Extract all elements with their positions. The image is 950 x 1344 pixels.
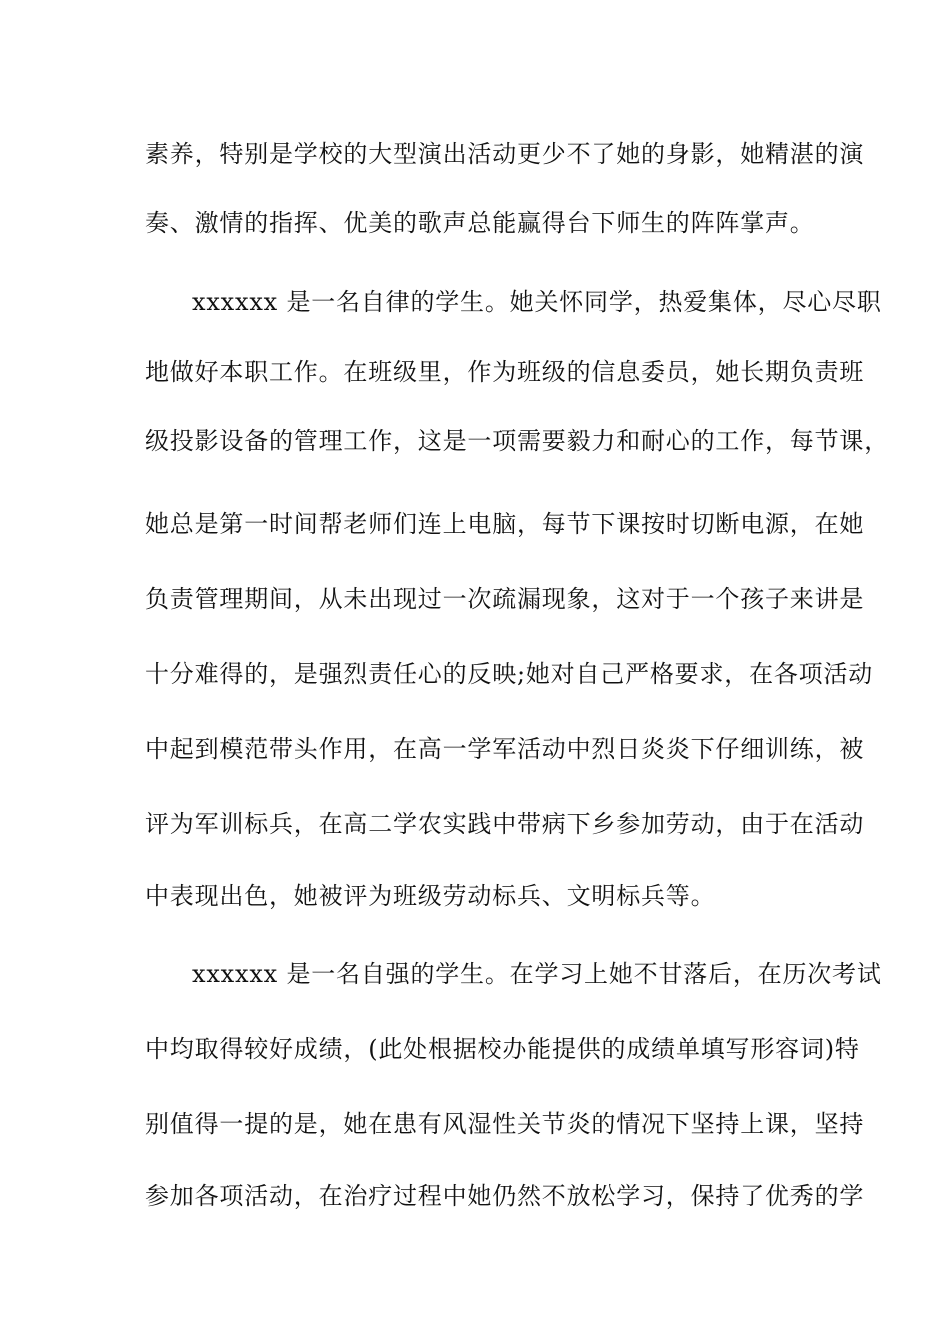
text-line: 评为军训标兵，在高二学农实践中带病下乡参加劳动，由于在活动 — [145, 810, 865, 838]
text-line: 素养，特别是学校的大型演出活动更少不了她的身影，她精湛的演 — [145, 140, 865, 168]
text-line: 参加各项活动，在治疗过程中她仍然不放松学习，保持了优秀的学 — [145, 1182, 865, 1210]
text-line: 中起到模范带头作用，在高一学军活动中烈日炎炎下仔细训练，被 — [145, 735, 865, 763]
text-line: 别值得一提的是，她在患有风湿性关节炎的情况下坚持上课，坚持 — [145, 1110, 865, 1138]
text-line: 十分难得的，是强烈责任心的反映;她对自己严格要求，在各项活动 — [145, 660, 874, 688]
text-line: 中表现出色，她被评为班级劳动标兵、文明标兵等。 — [145, 882, 716, 910]
text-line: 负责管理期间，从未出现过一次疏漏现象，这对于一个孩子来讲是 — [145, 585, 865, 613]
text-line: xxxxxx 是一名自律的学生。她关怀同学，热爱集体，尽心尽职 — [192, 288, 882, 316]
text-line: 级投影设备的管理工作，这是一项需要毅力和耐心的工作，每节课， — [145, 427, 889, 455]
text-line: 中均取得较好成绩，(此处根据校办能提供的成绩单填写形容词)特 — [145, 1035, 860, 1063]
text-line: 地做好本职工作。在班级里，作为班级的信息委员，她长期负责班 — [145, 358, 865, 386]
text-line: 奏、激情的指挥、优美的歌声总能赢得台下师生的阵阵掌声。 — [145, 209, 815, 237]
text-line: xxxxxx 是一名自强的学生。在学习上她不甘落后，在历次考试 — [192, 960, 882, 988]
text-line: 她总是第一时间帮老师们连上电脑，每节下课按时切断电源，在她 — [145, 510, 865, 538]
